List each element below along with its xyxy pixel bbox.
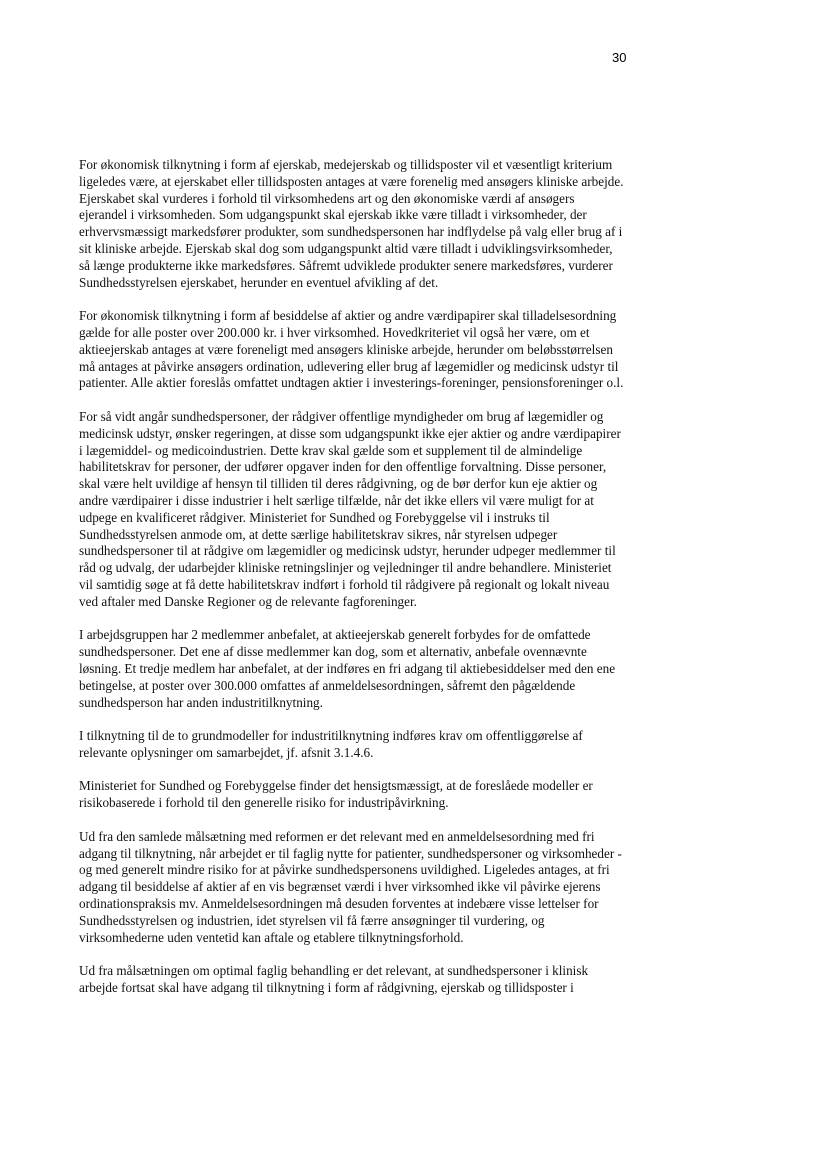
paragraph: For økonomisk tilknytning i form af besiddelse af aktier og andre værdipapirer skal tilladelsesordning gælde for alle poster over 200.000 kr. i hver virksomhed. Hovedkriteriet vil også her være, om et aktieejerskab antages at være foreneligt med ansøgers kliniske arbejde, herunder om beløbsstørrelsen må antages at påvirke ansøgers ordination, udlevering eller brug af lægemidler og medicinsk udstyr til patienter. Alle aktier foreslås omfattet undtagen aktier i investerings-foreninger, pensionsforeninger o.l.: [79, 308, 624, 391]
paragraph: I arbejdsgruppen har 2 medlemmer anbefalet, at aktieejerskab generelt forbydes for de omfattede sundhedspersoner. Det ene af disse medlemmer kan dog, som et alternativ, anbefale ovennævnte løsning. Et tredje medlem har anbefalet, at der indføres en fri adgang til aktiebesiddelser med den ene betingelse, at poster over 300.000 omfattes af anmeldelsesordningen, såfremt den pågældende sundhedsperson har anden industritilknytning.: [79, 627, 616, 710]
paragraph: For så vidt angår sundhedspersoner, der rådgiver offentlige myndigheder om brug af lægemidler og medicinsk udstyr, ønsker regeringen, at disse som udgangspunkt ikke ejer aktier og andre værdipapirer i lægemiddel- og medicoindustrien. Dette krav skal gælde som et supplement til de almindelige habilitetskrav for personer, der udfører opgaver inden for den offentlige forvaltning. Disse personer, skal være helt uvildige af hensyn til tilliden til deres rådgivning, og de bør derfor kun eje aktier og andre værdipairer i disse industrier i helt særlige tilfælde, når det ikke ellers vil være muligt for at udpege en kvalificeret rådgiver. Ministeriet for Sundhed og Forebyggelse vil i instruks til Sundhedsstyrelsen anmode om, at dette særlige habilitetskrav sikres, når styrelsen udpeger sundhedspersoner til at rådgive om lægemidler og medicinsk udstyr, herunder udpeger medlemmer til råd og udvalg, der udarbejder kliniske retningslinjer og vejledninger til andre behandlere. Ministeriet vil samtidig søge at få dette habilitetskrav indført i forhold til rådgivere på regionalt og lokalt niveau ved aftaler med Danske Regioner og de relevante fagforeninger.: [79, 408, 621, 609]
document-body: [79, 157, 624, 1014]
paragraph: Ministeriet for Sundhed og Forebyggelse finder det hensigtsmæssigt, at de foreslåede modeller er risikobaserede i forhold til den generelle risiko for industripåvirkning.: [79, 778, 593, 811]
paragraph: For økonomisk tilknytning i form af ejerskab, medejerskab og tillidsposter vil et væsentligt kriterium ligeledes være, at ejerskabet eller tillidsposten antages at være forenelig med ansøgers kliniske arbejde. Ejerskabet skal vurderes i forhold til virksomhedens art og den økonomiske værdi af ansøgers ejerandel i virksomheden. Som udgangspunkt skal ejerskab ikke være tilladt i virksomheder, der erhvervsmæssigt markedsfører produkter, som sundhedspersonen har indflydelse på valg eller brug af i sit kliniske arbejde. Ejerskab skal dog som udgangspunkt altid være tilladt i udviklingsvirksomheder, så længe produkterne ikke markedsføres. Såfremt udviklede produkter senere markedsføres, vurderer Sundhedsstyrelsen ejerskabet, herunder en eventuel afvikling af det.: [79, 157, 624, 290]
paragraph: Ud fra målsætningen om optimal faglig behandling er det relevant, at sundhedspersoner i klinisk arbejde fortsat skal have adgang til tilknytning i form af rådgivning, ejerskab og tillidsposter i: [79, 963, 589, 996]
paragraph: I tilknytning til de to grundmodeller for industritilknytning indføres krav om offentliggørelse af relevante oplysninger om samarbejdet, jf. afsnit 3.1.4.6.: [79, 728, 583, 760]
page-number: 30: [612, 50, 627, 65]
paragraph: Ud fra den samlede målsætning med reformen er det relevant med en anmeldelsesordning med fri adgang til tilknytning, når arbejdet er til faglig nytte for patienter, sundhedspersoner og virksomheder - og med generelt mindre risiko for at påvirke sundhedspersonens uvildighed. Ligeledes antages, at fri adgang til besiddelse af aktier af en vis begrænset værdi i hver virksomhed ikke vil påvirke ejerens ordinationspraksis mv. Anmeldelsesordningen må desuden forventes at indebære visse lettelser for Sundhedsstyrelsen og industrien, idet styrelsen vil få færre ansøgninger til vurdering, og virksomhederne uden ventetid kan aftale og etablere tilknytningsforhold.: [79, 828, 622, 945]
